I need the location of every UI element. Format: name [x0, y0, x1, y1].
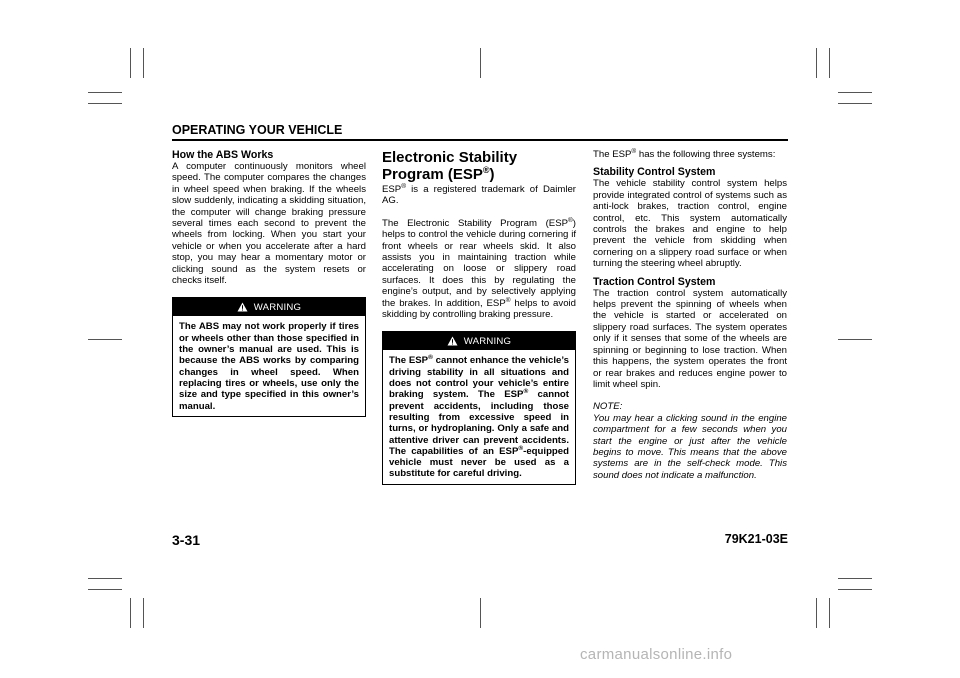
esp-title: Electronic Stability Program (ESP®): [382, 149, 518, 183]
warning-body: The ESP® cannot enhance the vehicle’s driving stability in all situations and does not control your vehicle’s entire braking system. The ESP® cannot prevent accidents, including those resulting from excessive speed in turns, or hydroplaning. Only a safe and attentive driver can prevent accidents. The capabilities of an ESP®-equipped vehicle must never be used as a substitute for careful driving.: [389, 354, 569, 480]
warning-label: WARNING: [463, 335, 512, 347]
stability-body: The vehicle stability control system helps provide integrated control of systems such as anti-lock brakes, traction control, engine control, etc. This system automatically controls the brakes and engine to help prevent the vehicle from skidding when cornering on a slippery road surface or when turning the steering wheel abruptly.: [593, 178, 787, 270]
note-body: You may hear a clicking sound in the engine compartment for a few seconds when you start the engine or just after the vehicle begins to move. This means that the above systems are in the self-check mode. This sound does not indicate a malfunction.: [593, 412, 787, 481]
watermark: carmanualsonline.info: [580, 646, 733, 663]
column-esp: [382, 149, 576, 485]
esp-intro: The Electronic Stability Program (ESP®) helps to control the vehicle during cornering if front wheels or rear wheels skid. It also assists you in maintaining traction while accelerating on loose or slippery road surfaces. It does this by regulating the engine’s output, and by selectively applying the brakes. In addition, ESP® helps to avoid skidding by controlling braking pressure.: [382, 216, 576, 321]
warning-triangle-icon: [447, 336, 458, 346]
note-label: NOTE:: [593, 401, 623, 413]
column-abs: [172, 149, 366, 417]
document-code: 79K21-03E: [724, 532, 788, 546]
esp-trademark-note: ESP® is a registered trademark of Daimler AG.: [382, 182, 576, 207]
warning-body: The ABS may not work properly if tires or wheels other than those specified in the owner’s manual are used. This is because the ABS works by comparing changes in wheel speed. When replacing tires or wheels, use only the size and type specified in this owner’s manual.: [179, 321, 359, 412]
systems-intro: The ESP® has the following three systems:: [593, 147, 776, 160]
warning-triangle-icon: [237, 302, 248, 312]
header-rule: [172, 139, 788, 141]
page-number: 3-31: [172, 532, 201, 548]
traction-body: The traction control system automatically helps prevent the spinning of wheels when the vehicle is started or accelerated on slippery road surfaces. The system operates only if it senses that some of the wheels are spinning or beginning to lose traction. When this happens, the system operates the front or rear brakes and reduces engine power to limit wheel spin.: [593, 287, 787, 390]
traction-heading: Traction Control System: [593, 275, 716, 288]
abs-body: A computer continuously monitors wheel speed. The computer compares the changes in wheel speed when braking. If the wheels slow suddenly, indicating a skidding situation, the computer will change braking pressure several times each second to prevent the wheels from locking. When you start your vehicle or when you accelerate after a hard stop, you may hear a momentary motor or clicking sound as the system resets or checks itself.: [172, 161, 366, 287]
column-systems: [593, 149, 787, 481]
abs-heading: How the ABS Works: [172, 149, 274, 161]
section-title: OPERATING YOUR VEHICLE: [172, 123, 343, 137]
warning-label: WARNING: [253, 301, 302, 313]
stability-heading: Stability Control System: [593, 166, 716, 179]
warning-header: [383, 332, 575, 350]
abs-warning-box: [172, 297, 366, 416]
warning-header: [173, 298, 365, 316]
esp-warning-box: [382, 331, 576, 484]
